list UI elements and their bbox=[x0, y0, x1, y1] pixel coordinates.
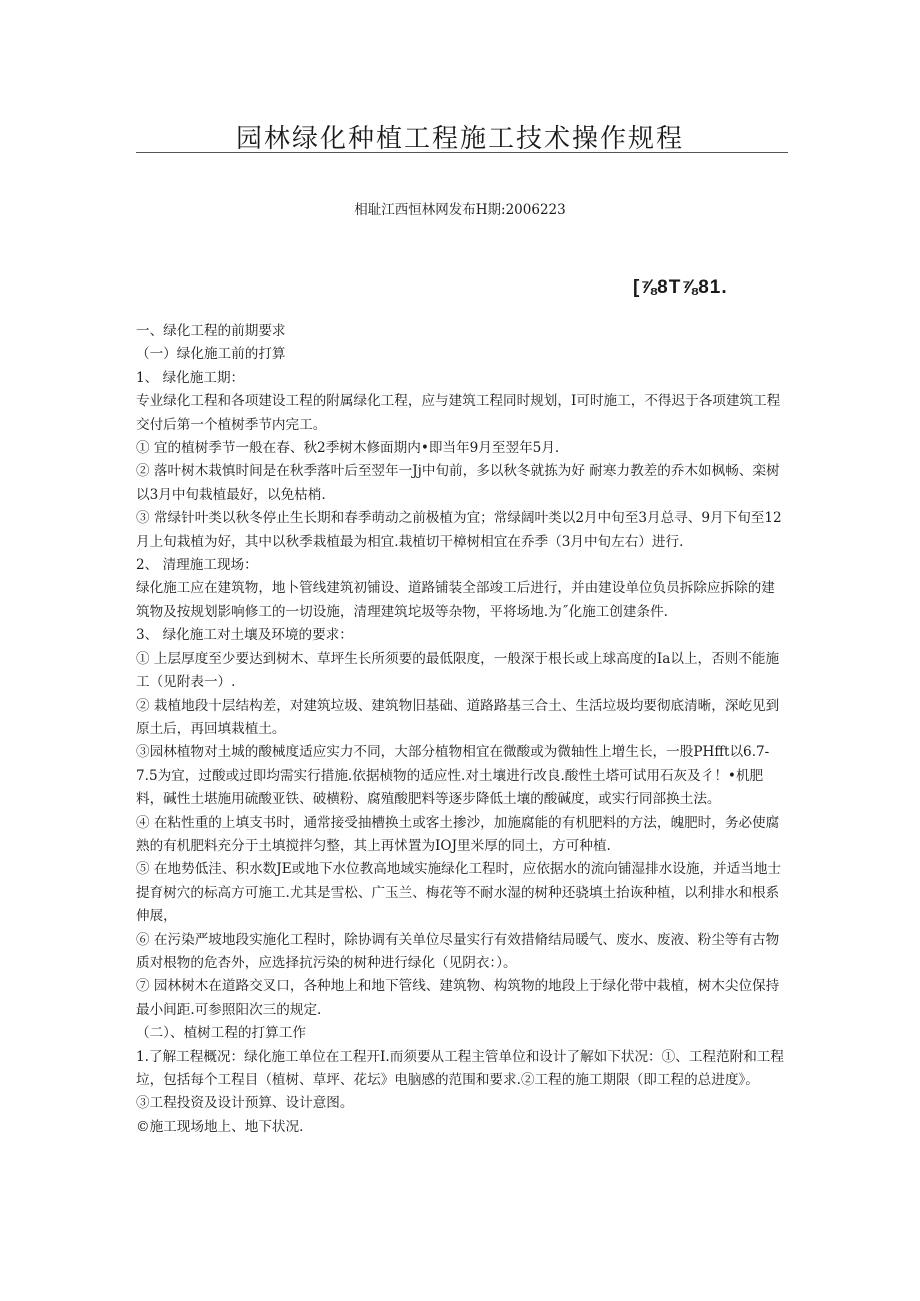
list-item: ② 栽植地段十层结构差，对建筑垃圾、建筑物旧基础、道路路基三合土、生活垃圾均要彻底清晰，深屹见到原土后，再回填栽植土。 bbox=[136, 697, 780, 737]
list-item: ③ 常绿针叶类以秋冬停止生长期和春季萌动之前极植为宜；常绿阔叶类以2月中旬至3月总寻、9月下旬至12月上旬栽植为好，其中以秋季栽植最为相宜.栽植切干樟树相宜在乔季（3月中旬左右）进行. bbox=[136, 510, 782, 550]
document-title: 园林绿化种植工程施工技术操作规程 bbox=[235, 124, 684, 154]
publish-info: 相耻江西恒林网发布H期:2006223 bbox=[354, 202, 566, 218]
numbered-heading: 1、 绿化施工期： bbox=[136, 369, 245, 386]
body-paragraph: 1.了解工程概况：绿化施工单位在工程开I.而须要从工程主管单位和设计了解如下状况：①、工程范附和工程垃，包括每个工程目（植树、草坪、花坛》电脑感的范围和要求.②工程的施工期限（即工程的总进度》。 bbox=[136, 1048, 784, 1088]
body-paragraph: 专业绿化工程和各项建设工程的附属绿化工程，应与建筑工程同时规划，I可时施工，不得迟于各项建筑工程交付后第一个植树季节内完工。 bbox=[136, 393, 781, 433]
list-item: ⑥ 在污染严坡地段实施化工程时，除协调有关单位尽量实行有效措脩结局暖气、废水、废液、粉尘等有古物质对根物的危杏外，应选择抗污染的树种进行绿化（见阴衣：）。 bbox=[136, 931, 780, 971]
list-item: ③园林植物对土城的酸械度适应实力不同，大部分植物相宜在微酸或为微轴性上增生长，一股PHfft以6.7-7.5为宜，过酸或过即均需实行措施.依据桢物的适应性.对土壤进行改良.酸性土塔可试用石灰及彳！•机肥料，碱性土堪施用硫酸亚铁、破横粉、腐殖酸肥料等逐步降低土壤的酸碱度，或实行同部换土法。 bbox=[136, 744, 770, 808]
list-item: ⑤ 在地势低洼、积水数JE或地下水位教高地域实施绿化工程时，应依据水的流向铺湿排水设施，并适当地士提育树穴的标高方可施工.尤其是雪松、广玉兰、梅花等不耐水湿的树种还骁填土抬诙种植，以利排水和根系伸展， bbox=[136, 861, 782, 925]
subsection-heading: （一）绿化施工前的打算 bbox=[136, 346, 286, 363]
body-paragraph: ③工程投资及设计预算、设计意图。 bbox=[136, 1095, 354, 1112]
body-paragraph: 绿化施工应在建筑物，地卜管线建筑初铺设、道路铺装全部竣工后进行，并由建设单位负员拆除应拆除的建筑物及按规划影响修工的一切设施，清理建筑坨圾等杂物，平将场地.为˝化施工创建条件. bbox=[136, 580, 775, 620]
body-paragraph: ©施工现场地上、地下状况. bbox=[136, 1118, 304, 1135]
subsection-heading: （二）、植树工程的打算工作 bbox=[136, 1025, 306, 1042]
list-item: ① 宜的植树季节一般在春、秋2季树木修面期内•即当年9月至翌年5月. bbox=[136, 440, 560, 457]
list-item: ④ 在粘性重的上填支书时，通常接受抽槽换土或客土掺沙，加施腐能的有机肥料的方法，魄肥时，务必使腐熟的有机肥料充分于土填搅拌匀整，其上再怵置为IOJ里米厚的同土，方可种植. bbox=[136, 814, 780, 854]
list-item: ② 落叶树木栽慎时间是在秋季落叶后至翌年一Jj中旬前，多以秋冬就拣为好 耐寒力教差的乔木如枫畅、栾树以3月中旬栽植最好，以免枯梢. bbox=[136, 463, 780, 503]
numbered-heading: 2、 清理施工现场： bbox=[136, 557, 258, 574]
numbered-heading: 3、 绿化施工对土壤及环境的要求： bbox=[136, 627, 353, 644]
document-body bbox=[136, 320, 788, 1139]
list-item: ⑦ 园林树木在道路交叉口，各种地上和地下管线、建筑物、构筑物的地段上于绿化带中栽植，树木尖位保持最小间距.可参照阳次三的规定. bbox=[136, 978, 780, 1018]
section-heading: 一、绿化工程的前期要求 bbox=[136, 323, 286, 339]
title-divider bbox=[136, 152, 788, 153]
page-marker: [⅞8T⅞81. bbox=[633, 277, 728, 298]
list-item: ① 上层厚度至少要达到树木、草坪生长所须要的最低限度，一般深于根长或上球高度的Ia以上，否则不能施工（见附表一）. bbox=[136, 650, 780, 691]
